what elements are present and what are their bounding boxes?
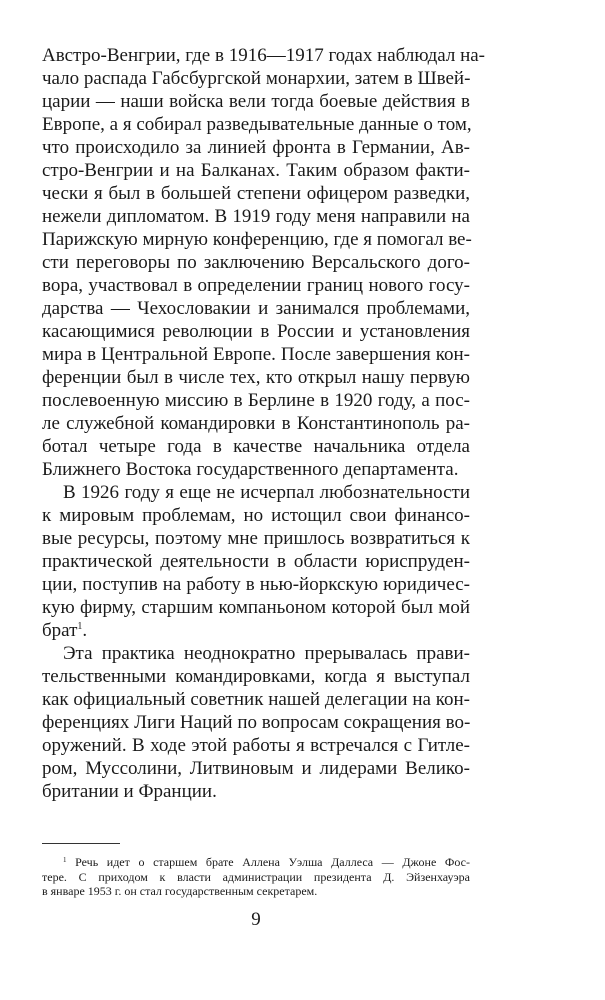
footnote xyxy=(42,855,470,899)
footnote-reference[interactable]: 1 xyxy=(77,621,83,632)
text-line: британии и Франции. xyxy=(42,781,217,802)
text-line: ции, поступив на работу в нью-йоркскую юридичес- xyxy=(42,574,470,595)
text-fragment: . xyxy=(82,620,88,641)
text-line: касающимися революции в России и установления xyxy=(42,321,470,342)
text-line: практической деятельности в области юриспруден- xyxy=(42,551,470,572)
text-line: Европе, а я собирал разведывательные данные о том, xyxy=(42,114,472,135)
text-fragment: брат xyxy=(42,620,78,641)
text-line: оружений. В ходе этой работы я встречался с Гитле- xyxy=(42,735,470,756)
text-line: ботал четыре года в качестве начальника отдела xyxy=(42,436,470,457)
paragraph-1 xyxy=(42,44,486,481)
text-line: В 1926 году я еще не исчерпал любознательности xyxy=(63,482,470,503)
text-line: царии — наши войска вели тогда боевые действия в xyxy=(42,91,470,112)
text-line: тельственными командировками, когда я выступал xyxy=(42,666,470,687)
body-text xyxy=(42,44,486,803)
text-line: Ближнего Востока государственного департамента. xyxy=(42,459,459,480)
footnote-line: в январе 1953 г. он стал государственным секретарем. xyxy=(42,884,318,898)
footnote-line: тере. С приходом к власти администрации президента Д. Эйзенхауэра xyxy=(42,869,470,884)
text-line: стро-Венгрии и на Балканах. Таким образом факти- xyxy=(42,160,470,181)
text-line: нежели дипломатом. В 1919 году меня направили на xyxy=(42,206,470,227)
text-line: Эта практика неоднократно прерывалась прави- xyxy=(63,643,470,664)
text-line: вора, участвовал в определении границ нового госу- xyxy=(42,275,470,296)
text-line: чески я был в большей степени офицером разведки, xyxy=(42,183,470,204)
text-line: ром, Муссолини, Литвиновым и лидерами Велико- xyxy=(42,758,470,779)
text-fragment: Речь идет о старшем брате Аллена Уэлша Даллеса — Джоне Фос- xyxy=(75,855,470,869)
text-line xyxy=(42,619,470,642)
paragraph-2 xyxy=(42,481,470,642)
paragraph-3 xyxy=(42,642,470,803)
text-line: кую фирму, старшим компаньоном которой был мой xyxy=(42,597,470,618)
text-line: чало распада Габсбургской монархии, затем в Швей- xyxy=(42,68,471,89)
text-line: Парижскую мирную конференцию, где я помогал ве- xyxy=(42,229,472,250)
text-line: ференции был в числе тех, кто открыл нашу первую xyxy=(42,367,470,388)
page-number: 9 xyxy=(251,909,261,930)
text-line: вые ресурсы, поэтому мне пришлось возвратиться к xyxy=(42,528,470,549)
text-line: мира в Центральной Европе. После завершения кон- xyxy=(42,344,470,365)
footnote-marker: 1 xyxy=(63,856,67,864)
text-line: Австро-Венгрии, где в 1916—1917 годах наблюдал на- xyxy=(42,45,486,66)
text-line: к мировым проблемам, но истощил свои финансо- xyxy=(42,505,470,526)
footnote-line xyxy=(42,855,470,870)
text-line: как официальный советник нашей делегации на кон- xyxy=(42,689,470,710)
text-line: ференциях Лиги Наций по вопросам сокращения во- xyxy=(42,712,471,733)
text-line: сти переговоры по заключению Версальского дого- xyxy=(42,252,470,273)
text-line: ле служебной командировки в Константинополь ра- xyxy=(42,413,470,434)
footnote-divider xyxy=(42,843,120,844)
text-line: послевоенную миссию в Берлине в 1920 году, а пос- xyxy=(42,390,470,411)
text-line: что происходило за линией фронта в Германии, Ав- xyxy=(42,137,470,158)
text-line: дарства — Чехословакии и занимался проблемами, xyxy=(42,298,470,319)
